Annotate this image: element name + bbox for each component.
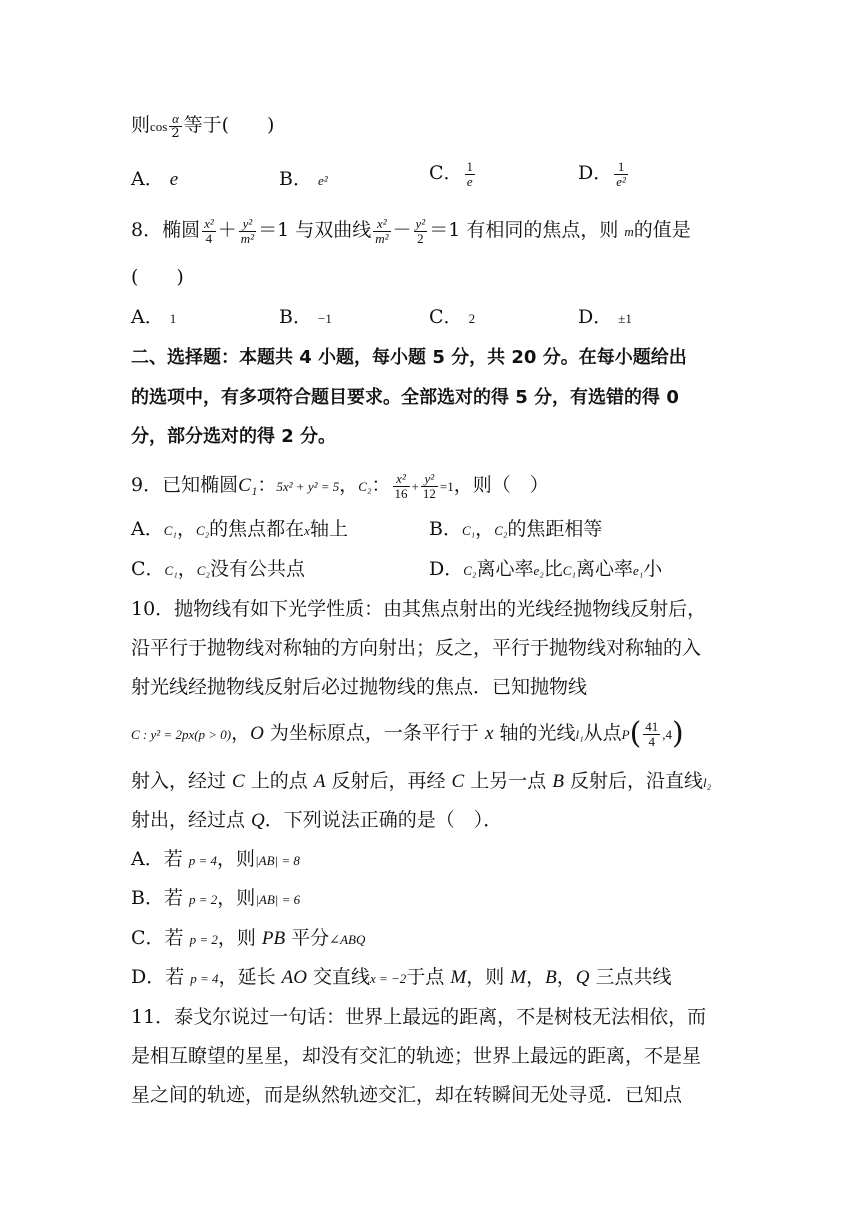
q9-prefix: 9．已知椭圆 — [131, 474, 239, 497]
point-p: P — [621, 727, 630, 742]
line-l1: l₁ — [575, 727, 584, 742]
frac-num: y² — [239, 217, 256, 232]
frac-num: x² — [373, 217, 390, 232]
option-text: 离心率 — [476, 558, 534, 580]
text: ， — [231, 722, 251, 744]
c2-frac-1 — [393, 472, 410, 500]
q11-line-1: 11．泰戈尔说过一句话：世界上最远的距离，不是树枝无法相依，而 — [131, 1006, 707, 1028]
text: 为坐标原点，一条平行于 — [263, 722, 485, 744]
option-label: C． — [131, 558, 165, 580]
option-text: 轴上 — [309, 518, 348, 540]
frac-num: 41 — [645, 718, 659, 734]
q9-option-c — [131, 560, 305, 579]
frac-den: 16 — [394, 485, 408, 501]
var-c: C — [232, 771, 245, 792]
q10-line-6 — [131, 811, 502, 830]
option-label: D． — [578, 306, 613, 328]
equals-one: =1 — [439, 479, 454, 495]
option-text: ，则 — [217, 848, 256, 870]
left-paren: ( — [629, 716, 642, 751]
option-label: B．若 — [131, 887, 190, 909]
var-c: C — [451, 771, 465, 792]
q7-fraction — [169, 112, 181, 140]
section-heading-line-3: 分，部分选对的得 2 分。 — [131, 426, 337, 447]
p-x-fraction — [643, 720, 660, 748]
e2-symbol: e₂ — [533, 563, 544, 578]
option-text: 比 — [543, 558, 563, 580]
colon: ： — [371, 474, 391, 497]
e1-symbol: e₁ — [632, 563, 644, 578]
section-heading-line-2: 的选项中，有多项符合题目要求。全部选对的得 5 分，有选错的得 0 — [131, 387, 679, 408]
frac-den: 4 — [205, 230, 213, 246]
q10-line-2: 沿平行于抛物线对称轴的方向射出；反之，平行于抛物线对称轴的入 — [131, 637, 702, 659]
q10-option-c — [131, 929, 365, 948]
q9-option-a — [131, 520, 348, 539]
option-label: C． — [429, 306, 463, 328]
option-label: D． — [578, 162, 613, 185]
c2-frac-2 — [421, 472, 438, 500]
option-value: ±1 — [618, 311, 632, 326]
condition: p = 2 — [189, 932, 218, 947]
q9-option-d — [429, 560, 662, 579]
point-q: Q — [575, 967, 590, 988]
frac-den: e² — [616, 173, 626, 189]
option-text: ，则 — [217, 927, 262, 949]
text: 轴的光线 — [493, 722, 576, 744]
point-q: Q — [251, 810, 265, 831]
option-label: C． — [429, 162, 463, 185]
condition: p = 2 — [189, 892, 218, 907]
text: 反射后，沿直线 — [563, 770, 703, 792]
option-text: 小 — [643, 558, 663, 580]
q7-stem-suffix: 等于( ) — [183, 114, 275, 137]
var-x: x — [484, 723, 494, 744]
segment-pb: PB — [261, 928, 286, 949]
q7-stem — [131, 112, 274, 140]
frac-den: 2 — [417, 230, 424, 246]
frac-num: 1 — [466, 159, 474, 174]
frac-num: x² — [204, 216, 214, 231]
plus-sign: ＋ — [217, 219, 237, 242]
option-label: D．若 — [131, 966, 191, 988]
text: 反射后，再经 — [325, 770, 452, 792]
option-value: e² — [318, 173, 328, 188]
q9-suffix: ，则（ ） — [453, 474, 549, 497]
q7-frac-num: α — [169, 112, 181, 127]
option-fraction — [614, 160, 628, 188]
frac-den: 4 — [648, 733, 656, 749]
text: 上另一点 — [464, 770, 553, 792]
q8-option-b — [279, 308, 332, 327]
q7-option-c — [429, 160, 477, 188]
option-label: A．若 — [131, 848, 189, 870]
c2-symbol: C₂ — [494, 523, 508, 538]
hyperbola-frac-1 — [373, 217, 390, 245]
q8-text-1: ＝1 与双曲线 — [258, 219, 372, 242]
comma: ， — [475, 518, 495, 540]
q11-line-2: 是相互瞭望的星星，却没有交汇的轨迹；世界上最远的距离，不是星 — [131, 1045, 702, 1067]
c1-symbol: C₁ — [562, 563, 576, 578]
q7-option-b — [279, 170, 328, 189]
q8-suffix: 的值是 — [633, 219, 691, 242]
frac-num: x² — [393, 472, 410, 487]
minus-sign: － — [392, 219, 412, 242]
condition: p = 4 — [190, 971, 219, 986]
segment-ao: AO — [281, 967, 307, 988]
comma: ， — [526, 966, 546, 988]
option-value: 2 — [468, 311, 476, 326]
q11-line-3: 星之间的轨迹，而是纵然轨迹交汇，却在转瞬间无处寻觅．已知点 — [131, 1084, 683, 1106]
frac-den: m² — [375, 230, 389, 246]
q10-line-4 — [131, 716, 684, 751]
q10-option-b — [131, 889, 300, 908]
c2-symbol: C₂ — [195, 523, 210, 538]
frac-num: y² — [415, 216, 426, 231]
option-value: e — [169, 169, 179, 190]
option-label: A． — [131, 518, 164, 540]
result: |AB| = 6 — [255, 892, 301, 907]
section-heading-line-1: 二、选择题：本题共 4 小题，每小题 5 分，共 20 分。在每小题给出 — [131, 347, 687, 368]
option-text: 平分 — [285, 927, 330, 949]
comma: ， — [556, 966, 576, 988]
ellipse-frac-1 — [202, 217, 216, 245]
point-b: B — [552, 771, 564, 792]
p-y: ,4 — [662, 727, 673, 742]
q10-line-5 — [131, 772, 711, 791]
c2-symbol: C₂ — [196, 563, 210, 578]
option-text: 离心率 — [575, 558, 633, 580]
option-text: ，则 — [466, 966, 511, 988]
var-x: x — [304, 523, 310, 538]
text: 射出，经过点 — [131, 809, 252, 831]
c1-symbol: C₁ — [164, 563, 178, 578]
frac-num: 1 — [614, 160, 628, 175]
ellipse-frac-2 — [239, 217, 256, 245]
text: 射入，经过 — [131, 770, 233, 792]
c1-symbol: C₁ — [238, 475, 258, 497]
option-text: 没有公共点 — [209, 558, 305, 580]
q7-frac-den: 2 — [171, 125, 180, 141]
q9-option-b — [429, 520, 602, 539]
q8-stem — [131, 217, 691, 245]
var-m: m — [624, 224, 634, 240]
frac-den: 12 — [422, 485, 436, 501]
point-b: B — [545, 967, 557, 988]
q7-stem-prefix: 则 — [131, 114, 151, 137]
c1-equation: 5x² + y² = 5 — [276, 479, 340, 495]
option-text: 的焦点都在 — [209, 518, 305, 540]
plus-sign: + — [411, 479, 419, 495]
option-fraction — [465, 160, 476, 188]
option-label: B． — [279, 306, 312, 328]
colon: ： — [257, 474, 277, 497]
result: |AB| = 8 — [255, 853, 300, 868]
frac-num: y² — [421, 472, 438, 487]
frac-den: e — [466, 173, 473, 189]
q7-option-a — [131, 170, 178, 189]
option-text: ，则 — [217, 887, 256, 909]
q8-paren: ( ) — [131, 266, 184, 288]
text: 从点 — [583, 722, 622, 744]
c1-symbol: C₁ — [163, 523, 177, 538]
q7-option-d — [578, 160, 630, 188]
comma: ， — [177, 558, 197, 580]
q10-line-1: 10．抛物线有如下光学性质：由其焦点射出的光线经抛物线反射后， — [131, 598, 707, 620]
point-m: M — [510, 967, 527, 988]
c2-symbol: C₂ — [358, 479, 372, 495]
q10-option-a — [131, 850, 300, 869]
q8-option-d — [578, 308, 632, 327]
option-text: 交直线 — [306, 966, 370, 988]
q8-option-a — [131, 308, 176, 327]
comma: ， — [176, 518, 196, 540]
option-label: D． — [429, 558, 464, 580]
hyperbola-frac-2 — [414, 217, 428, 245]
option-text: 的焦距相等 — [507, 518, 603, 540]
option-text: 三点共线 — [589, 966, 672, 988]
line-equation: x = −2 — [369, 971, 407, 986]
q8-text-2: ＝1 有相同的焦点，则 — [429, 219, 619, 242]
option-text: 于点 — [406, 966, 451, 988]
option-label: B． — [429, 518, 462, 540]
right-paren: ) — [672, 716, 684, 751]
option-text: ，延长 — [218, 966, 282, 988]
separator: ， — [339, 474, 359, 497]
q7-cos: cos — [150, 119, 168, 135]
option-label: C．若 — [131, 927, 190, 949]
point-o: O — [250, 723, 264, 744]
angle-abq: ∠ABQ — [329, 932, 366, 947]
option-label: B． — [279, 168, 312, 190]
option-label: A． — [131, 168, 164, 190]
parabola-equation: C : y² = 2px(p > 0) — [131, 727, 232, 742]
point-m: M — [450, 967, 467, 988]
q8-prefix: 8．椭圆 — [131, 219, 201, 242]
frac-den: m² — [240, 230, 255, 246]
text: 上的点 — [244, 770, 314, 792]
option-label: A． — [131, 306, 164, 328]
option-value: 1 — [169, 311, 177, 326]
condition: p = 4 — [188, 853, 218, 868]
c2-symbol: C₂ — [463, 563, 477, 578]
q9-stem — [131, 472, 549, 500]
c1-symbol: C₁ — [461, 523, 476, 538]
point-a: A — [313, 771, 326, 792]
line-l2: l₂ — [702, 775, 712, 790]
text: ．下列说法正确的是（ ）． — [264, 809, 503, 831]
option-value: −1 — [318, 311, 332, 326]
q10-line-3: 射光线经抛物线反射后必过抛物线的焦点．已知抛物线 — [131, 676, 588, 698]
q8-option-c — [429, 308, 475, 327]
q10-option-d — [131, 968, 671, 987]
